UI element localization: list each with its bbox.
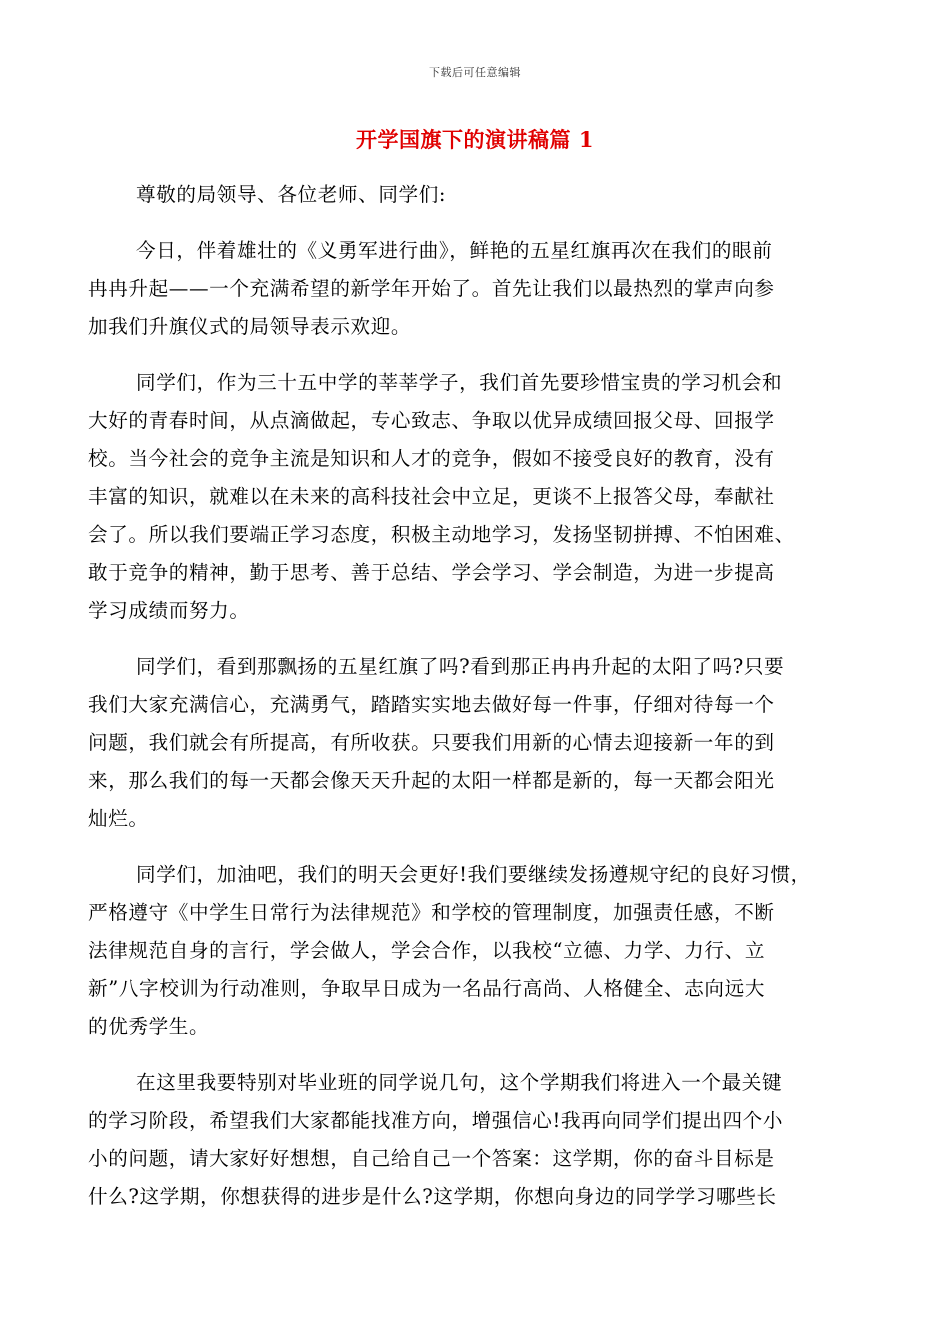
paragraph-line: 的优秀学生。 (88, 1015, 210, 1038)
paragraph-line: 学习成绩而努力。 (88, 599, 250, 622)
paragraph-line: 敢于竞争的精神，勤于思考、善于总结、学会学习、学会制造，为进一步提高 (88, 561, 775, 584)
paragraph-line: 同学们，看到那飘扬的五星红旗了吗?看到那正冉冉升起的太阳了吗?只要 (136, 655, 785, 678)
paragraph-line: 今日，伴着雄壮的《义勇军进行曲》，鲜艳的五星红旗再次在我们的眼前 (136, 239, 773, 262)
paragraph-line: 法律规范自身的言行，学会做人，学会合作，以我校“立德、力学、力行、立 (88, 939, 766, 962)
paragraph-line: 丰富的知识，就难以在未来的高科技社会中立足，更谈不上报答父母，奉献社 (88, 485, 775, 508)
paragraph-line: 的学习阶段，希望我们大家都能找准方向，增强信心!我再向同学们提出四个小 (88, 1109, 784, 1132)
paragraph-line: 冉冉升起——一个充满希望的新学年开始了。首先让我们以最热烈的掌声向参 (88, 277, 775, 300)
paragraph (88, 176, 878, 214)
paragraph (88, 648, 878, 838)
paragraph-line: 我们大家充满信心，充满勇气，踏踏实实地去做好每一件事，仔细对待每一个 (88, 693, 775, 716)
paragraph-line: 在这里我要特别对毕业班的同学说几句，这个学期我们将进入一个最关键 (136, 1071, 783, 1094)
paragraph (88, 364, 878, 630)
paragraph-line: 灿烂。 (88, 807, 149, 830)
paragraph (88, 1064, 878, 1216)
paragraph-line: 问题，我们就会有所提高，有所收获。只要我们用新的心情去迎接新一年的到 (88, 731, 775, 754)
paragraph-line: 加我们升旗仪式的局领导表示欢迎。 (88, 315, 412, 338)
paragraph-line: 尊敬的局领导、各位老师、同学们: (136, 183, 447, 206)
paragraph (88, 232, 878, 346)
document-body (88, 176, 878, 1234)
paragraph-line: 严格遵守《中学生日常行为法律规范》和学校的管理制度，加强责任感，不断 (88, 901, 775, 924)
paragraph-line: 来，那么我们的每一天都会像天天升起的太阳一样都是新的，每一天都会阳光 (88, 769, 775, 792)
paragraph-line: 校。当今社会的竞争主流是知识和人才的竞争，假如不接受良好的教育，没有 (88, 447, 775, 470)
paragraph-line: 小的问题，请大家好好想想，自己给自己一个答案：这学期，你的奋斗目标是 (88, 1147, 775, 1170)
paragraph-line: 大好的青春时间，从点滴做起，专心致志、争取以优异成绩回报父母、回报学 (88, 409, 775, 432)
document-title: 开学国旗下的演讲稿篇 1 (356, 127, 594, 152)
paragraph (88, 856, 878, 1046)
header-note: 下载后可任意编辑 (429, 66, 521, 79)
paragraph-line: 同学们，作为三十五中学的莘莘学子，我们首先要珍惜宝贵的学习机会和 (136, 371, 783, 394)
paragraph-line: 新”八字校训为行动准则，争取早日成为一名品行高尚、人格健全、志向远大 (88, 977, 766, 1000)
paragraph-line: 同学们，加油吧，我们的明天会更好!我们要继续发扬遵规守纪的良好习惯， (136, 863, 811, 886)
paragraph-line: 会了。所以我们要端正学习态度，积极主动地学习，发扬坚韧拼搏、不怕困难、 (88, 523, 795, 546)
paragraph-line: 什么?这学期，你想获得的进步是什么?这学期，你想向身边的同学学习哪些长 (88, 1185, 777, 1208)
